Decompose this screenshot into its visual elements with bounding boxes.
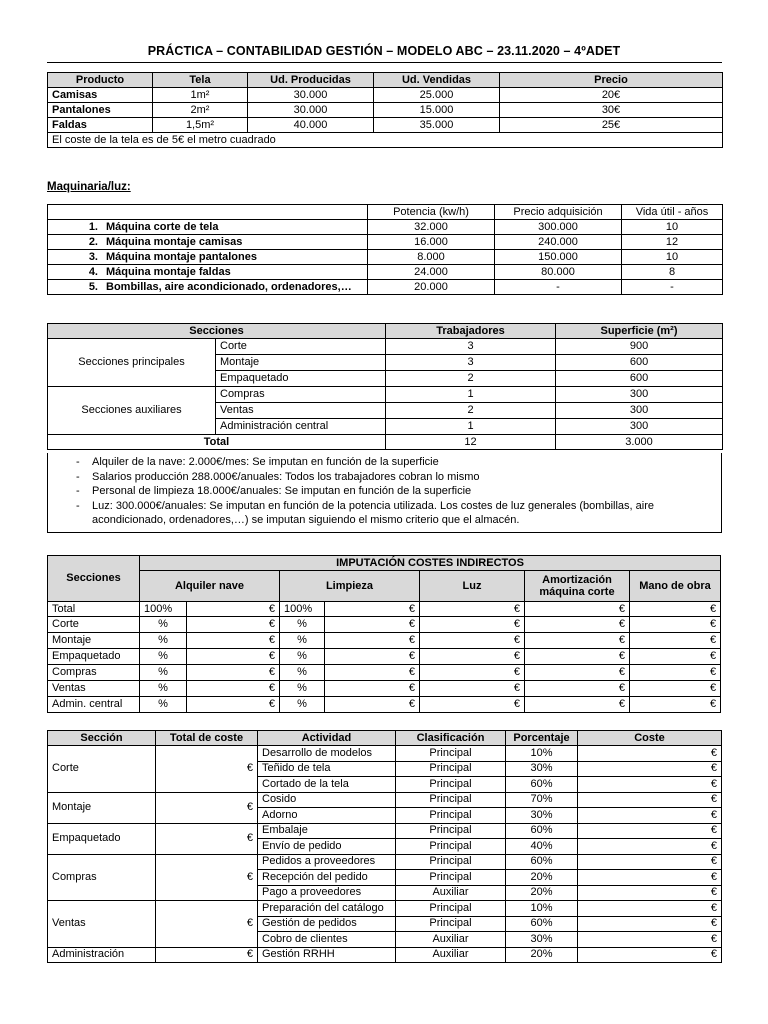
column-header: Vida útil - años	[622, 205, 723, 220]
column-header: Sección	[48, 731, 156, 746]
percent-cell: %	[280, 633, 325, 649]
column-header: Alquiler nave	[140, 571, 280, 602]
activity-name: Gestión de pedidos	[258, 916, 396, 932]
percent-cell: 100%	[140, 602, 187, 617]
machine-value: 32.000	[368, 220, 495, 235]
machine-value: -	[622, 280, 723, 295]
percentage: 30%	[506, 932, 578, 948]
activity-name: Envío de pedido	[258, 839, 396, 855]
total-label: Total	[48, 435, 386, 450]
indirect-row	[48, 649, 721, 665]
percentage: 10%	[506, 746, 578, 762]
machine-row	[48, 250, 723, 265]
percentage: 20%	[506, 885, 578, 901]
indirect-row	[48, 681, 721, 697]
percentage: 20%	[506, 870, 578, 886]
classification: Principal	[396, 839, 506, 855]
activity-name: Recepción del pedido	[258, 870, 396, 886]
classification: Principal	[396, 854, 506, 870]
percent-cell: %	[280, 665, 325, 681]
machine-value: 20.000	[368, 280, 495, 295]
machine-row	[48, 220, 723, 235]
percentage: 60%	[506, 823, 578, 839]
activity-row	[48, 746, 722, 762]
machine-number: 5.	[88, 280, 98, 293]
machine-label: Máquina montaje pantalones	[106, 250, 257, 263]
machine-value: -	[495, 280, 622, 295]
euro-cell: €	[525, 649, 630, 665]
machine-label: Máquina montaje faldas	[106, 265, 231, 278]
euro-cell: €	[187, 665, 280, 681]
surface-value: 600	[556, 355, 723, 371]
cost-note: - Luz: 300.000€/anuales: Se imputan en función de la potencia utilizada. Los costes de luz generales (bombillas, aire acondicionado, ordenadores,…) se imputan siguiendo el mismo criterio que el almacén.	[54, 499, 715, 528]
classification: Principal	[396, 808, 506, 824]
indirect-header-row	[48, 571, 721, 602]
indirect-row	[48, 697, 721, 713]
machine-value: 240.000	[495, 235, 622, 250]
cost-note: - Personal de limpieza 18.000€/anuales: Se imputan en función de la superficie	[54, 484, 715, 499]
product-value: 35.000	[374, 118, 500, 133]
column-header: Coste	[578, 731, 722, 746]
euro-cell: €	[325, 665, 420, 681]
percentage: 20%	[506, 947, 578, 963]
euro-cell: €	[325, 681, 420, 697]
percent-cell: %	[280, 681, 325, 697]
machine-number: 2.	[88, 235, 98, 248]
column-header: Secciones	[48, 324, 386, 339]
euro-cell: €	[630, 697, 721, 713]
activity-name: Embalaje	[258, 823, 396, 839]
product-row	[48, 103, 723, 118]
product-value: 25.000	[374, 88, 500, 103]
column-header	[48, 205, 368, 220]
machine-name	[48, 220, 368, 235]
auxiliary-sections-label: Secciones auxiliares	[48, 387, 216, 435]
classification: Principal	[396, 823, 506, 839]
activity-name: Adorno	[258, 808, 396, 824]
machine-value: 8.000	[368, 250, 495, 265]
percentage: 30%	[506, 761, 578, 777]
column-header: Trabajadores	[386, 324, 556, 339]
euro-cell: €	[420, 649, 525, 665]
machine-value: 10	[622, 250, 723, 265]
section-name: Administración	[48, 947, 156, 963]
machine-value: 24.000	[368, 265, 495, 280]
machine-label: Bombillas, aire acondicionado, ordenadores,…	[106, 280, 352, 293]
percent-cell: 100%	[280, 602, 325, 617]
indirect-row	[48, 633, 721, 649]
product-row	[48, 118, 723, 133]
machine-number: 1.	[88, 220, 98, 233]
percent-cell: %	[140, 649, 187, 665]
total-cost-cell: €	[156, 823, 258, 854]
surface-value: 300	[556, 387, 723, 403]
product-value: 1,5m²	[153, 118, 248, 133]
column-header: Clasificación	[396, 731, 506, 746]
activity-name: Pedidos a proveedores	[258, 854, 396, 870]
euro-cell: €	[325, 697, 420, 713]
products-header-row	[48, 73, 723, 88]
cost-note: - Salarios producción 288.000€/anuales: Todos los trabajadores cobran lo mismo	[54, 470, 715, 485]
classification: Auxiliar	[396, 885, 506, 901]
cost-cell: €	[578, 808, 722, 824]
surface-value: 300	[556, 419, 723, 435]
euro-cell: €	[525, 617, 630, 633]
cost-cell: €	[578, 761, 722, 777]
fabric-cost-note: El coste de la tela es de 5€ el metro cuadrado	[48, 133, 723, 148]
classification: Principal	[396, 761, 506, 777]
section-row	[48, 387, 723, 403]
product-value: 25€	[500, 118, 723, 133]
machine-value: 10	[622, 220, 723, 235]
machine-value: 12	[622, 235, 723, 250]
column-header: Porcentaje	[506, 731, 578, 746]
cost-cell: €	[578, 870, 722, 886]
activity-name: Preparación del catálogo	[258, 901, 396, 917]
sections-table	[47, 323, 723, 450]
euro-cell: €	[630, 602, 721, 617]
sections-header: Secciones	[48, 556, 140, 602]
total-cost-cell: €	[156, 746, 258, 793]
percentage: 60%	[506, 777, 578, 793]
machine-name	[48, 250, 368, 265]
euro-cell: €	[630, 617, 721, 633]
classification: Auxiliar	[396, 947, 506, 963]
classification: Principal	[396, 746, 506, 762]
machine-number: 4.	[88, 265, 98, 278]
section-name: Empaquetado	[48, 823, 156, 854]
indirect-title: IMPUTACIÓN COSTES INDIRECTOS	[140, 556, 721, 571]
percent-cell: %	[140, 665, 187, 681]
cost-cell: €	[578, 823, 722, 839]
product-value: 1m²	[153, 88, 248, 103]
section-name: Admin. central	[48, 697, 140, 713]
principal-sections-label: Secciones principales	[48, 339, 216, 387]
section-name: Montaje	[216, 355, 386, 371]
section-name: Compras	[48, 854, 156, 901]
activity-name: Cosido	[258, 792, 396, 808]
surface-value: 900	[556, 339, 723, 355]
machinery-table	[47, 204, 723, 295]
euro-cell: €	[525, 602, 630, 617]
section-name: Corte	[48, 617, 140, 633]
product-name: Pantalones	[48, 103, 153, 118]
section-name: Ventas	[48, 901, 156, 948]
machine-value: 8	[622, 265, 723, 280]
machine-label: Máquina corte de tela	[106, 220, 219, 233]
euro-cell: €	[420, 633, 525, 649]
cost-cell: €	[578, 901, 722, 917]
cost-cell: €	[578, 777, 722, 793]
total-cost-cell: €	[156, 854, 258, 901]
section-name: Administración central	[216, 419, 386, 435]
machine-value: 300.000	[495, 220, 622, 235]
euro-cell: €	[187, 697, 280, 713]
percent-cell: %	[140, 633, 187, 649]
workers-value: 3	[386, 355, 556, 371]
section-name: Total	[48, 602, 140, 617]
activities-header-row	[48, 731, 722, 746]
sections-total-row	[48, 435, 723, 450]
product-value: 30.000	[248, 103, 374, 118]
euro-cell: €	[420, 617, 525, 633]
activity-name: Teñido de tela	[258, 761, 396, 777]
title-divider	[47, 62, 722, 63]
section-name: Compras	[216, 387, 386, 403]
total-cost-cell: €	[156, 901, 258, 948]
total-surface: 3.000	[556, 435, 723, 450]
percentage: 40%	[506, 839, 578, 855]
product-value: 15.000	[374, 103, 500, 118]
activity-row	[48, 901, 722, 917]
euro-cell: €	[187, 633, 280, 649]
activity-name: Desarrollo de modelos	[258, 746, 396, 762]
euro-cell: €	[420, 697, 525, 713]
section-name: Corte	[216, 339, 386, 355]
indirect-row	[48, 665, 721, 681]
machine-row	[48, 235, 723, 250]
product-value: 30.000	[248, 88, 374, 103]
euro-cell: €	[187, 617, 280, 633]
cost-cell: €	[578, 916, 722, 932]
classification: Principal	[396, 777, 506, 793]
sections-header-row	[48, 324, 723, 339]
section-name: Montaje	[48, 792, 156, 823]
euro-cell: €	[630, 681, 721, 697]
indirect-title-row	[48, 556, 721, 571]
percentage: 70%	[506, 792, 578, 808]
column-header: Ud. Producidas	[248, 73, 374, 88]
column-header: Precio adquisición	[495, 205, 622, 220]
euro-cell: €	[630, 649, 721, 665]
activity-row	[48, 823, 722, 839]
surface-value: 300	[556, 403, 723, 419]
euro-cell: €	[420, 602, 525, 617]
total-cost-cell: €	[156, 947, 258, 963]
workers-value: 2	[386, 403, 556, 419]
classification: Principal	[396, 792, 506, 808]
indirect-costs-table	[47, 555, 721, 713]
machine-value: 150.000	[495, 250, 622, 265]
cost-cell: €	[578, 839, 722, 855]
product-name: Faldas	[48, 118, 153, 133]
cost-cell: €	[578, 792, 722, 808]
workers-value: 1	[386, 387, 556, 403]
cost-cell: €	[578, 885, 722, 901]
products-table	[47, 72, 723, 148]
machine-name	[48, 265, 368, 280]
column-header: Total de coste	[156, 731, 258, 746]
section-name: Empaquetado	[48, 649, 140, 665]
column-header: Luz	[420, 571, 525, 602]
machine-row	[48, 265, 723, 280]
cost-note: - Alquiler de la nave: 2.000€/mes: Se imputan en función de la superficie	[54, 455, 715, 470]
euro-cell: €	[420, 665, 525, 681]
percent-cell: %	[140, 617, 187, 633]
section-name: Ventas	[216, 403, 386, 419]
percent-cell: %	[140, 697, 187, 713]
column-header: Amortización máquina corte	[525, 571, 630, 602]
cost-cell: €	[578, 947, 722, 963]
section-name: Compras	[48, 665, 140, 681]
euro-cell: €	[525, 681, 630, 697]
classification: Auxiliar	[396, 932, 506, 948]
cost-cell: €	[578, 932, 722, 948]
percent-cell: %	[280, 617, 325, 633]
euro-cell: €	[525, 633, 630, 649]
euro-cell: €	[325, 633, 420, 649]
product-value: 30€	[500, 103, 723, 118]
products-note-row	[48, 133, 723, 148]
activities-table	[47, 730, 722, 963]
machine-row	[48, 280, 723, 295]
cost-cell: €	[578, 854, 722, 870]
activity-row	[48, 792, 722, 808]
percentage: 60%	[506, 916, 578, 932]
product-value: 20€	[500, 88, 723, 103]
activity-name: Gestión RRHH	[258, 947, 396, 963]
product-value: 2m²	[153, 103, 248, 118]
workers-value: 1	[386, 419, 556, 435]
classification: Principal	[396, 870, 506, 886]
column-header: Limpieza	[280, 571, 420, 602]
product-name: Camisas	[48, 88, 153, 103]
machinery-label: Maquinaria/luz:	[47, 181, 131, 193]
euro-cell: €	[630, 633, 721, 649]
indirect-row	[48, 617, 721, 633]
section-name: Corte	[48, 746, 156, 793]
column-header: Actividad	[258, 731, 396, 746]
machine-label: Máquina montaje camisas	[106, 235, 243, 248]
section-name: Montaje	[48, 633, 140, 649]
euro-cell: €	[187, 649, 280, 665]
column-header: Superficie (m²)	[556, 324, 723, 339]
euro-cell: €	[325, 649, 420, 665]
total-workers: 12	[386, 435, 556, 450]
workers-value: 2	[386, 371, 556, 387]
total-cost-cell: €	[156, 792, 258, 823]
machine-name	[48, 235, 368, 250]
sections-notes	[47, 453, 722, 533]
euro-cell: €	[187, 602, 280, 617]
activity-name: Cortado de la tela	[258, 777, 396, 793]
activity-row	[48, 854, 722, 870]
product-value: 40.000	[248, 118, 374, 133]
euro-cell: €	[187, 681, 280, 697]
percent-cell: %	[280, 649, 325, 665]
classification: Principal	[396, 916, 506, 932]
percent-cell: %	[280, 697, 325, 713]
machine-value: 16.000	[368, 235, 495, 250]
percentage: 30%	[506, 808, 578, 824]
product-row	[48, 88, 723, 103]
euro-cell: €	[420, 681, 525, 697]
percentage: 60%	[506, 854, 578, 870]
machine-name	[48, 280, 368, 295]
section-row	[48, 339, 723, 355]
column-header: Precio	[500, 73, 723, 88]
workers-value: 3	[386, 339, 556, 355]
page-title: PRÁCTICA – CONTABILIDAD GESTIÓN – MODELO ABC – 23.11.2020 – 4ºADET	[147, 44, 621, 58]
section-name: Ventas	[48, 681, 140, 697]
euro-cell: €	[325, 617, 420, 633]
column-header: Ud. Vendidas	[374, 73, 500, 88]
euro-cell: €	[325, 602, 420, 617]
column-header: Producto	[48, 73, 153, 88]
machinery-header-row	[48, 205, 723, 220]
classification: Principal	[396, 901, 506, 917]
percent-cell: %	[140, 681, 187, 697]
column-header: Potencia (kw/h)	[368, 205, 495, 220]
percentage: 10%	[506, 901, 578, 917]
activity-name: Cobro de clientes	[258, 932, 396, 948]
column-header: Tela	[153, 73, 248, 88]
euro-cell: €	[525, 697, 630, 713]
surface-value: 600	[556, 371, 723, 387]
euro-cell: €	[630, 665, 721, 681]
euro-cell: €	[525, 665, 630, 681]
machine-value: 80.000	[495, 265, 622, 280]
column-header: Mano de obra	[630, 571, 721, 602]
machine-number: 3.	[88, 250, 98, 263]
indirect-row	[48, 602, 721, 617]
cost-cell: €	[578, 746, 722, 762]
activity-row	[48, 947, 722, 963]
activity-name: Pago a proveedores	[258, 885, 396, 901]
section-name: Empaquetado	[216, 371, 386, 387]
